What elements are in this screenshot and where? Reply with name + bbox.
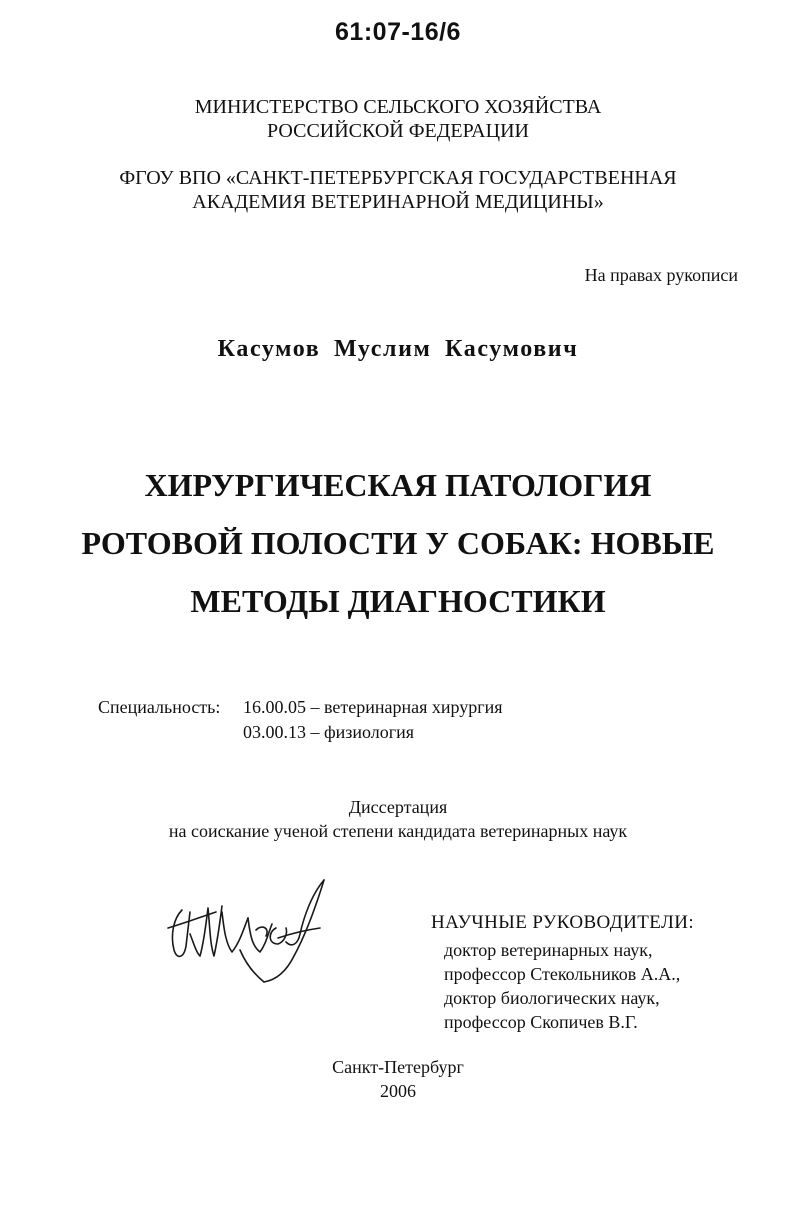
publication-year: 2006 [380, 1081, 416, 1101]
academy-name [0, 166, 796, 214]
title-line-2: РОТОВОЙ ПОЛОСТИ У СОБАК: НОВЫЕ [81, 525, 715, 561]
city-name: Санкт-Петербург [332, 1057, 464, 1077]
supervisor-line: доктор ветеринарных наук, [444, 940, 653, 960]
ministry-name [0, 95, 796, 143]
title-line-1: ХИРУРГИЧЕСКАЯ ПАТОЛОГИЯ [144, 467, 652, 503]
supervisor-line: доктор биологических наук, [444, 988, 660, 1008]
supervisors-heading: НАУЧНЫЕ РУКОВОДИТЕЛИ: [431, 912, 695, 933]
publication-place [0, 1055, 796, 1103]
thesis-title [0, 456, 796, 630]
rights-note: На правах рукописи [584, 265, 738, 285]
academy-line-1: ФГОУ ВПО «САНКТ-ПЕТЕРБУРГСКАЯ ГОСУДАРСТВЕННАЯ [119, 167, 677, 189]
academy-line-2: АКАДЕМИЯ ВЕТЕРИНАРНОЙ МЕДИЦИНЫ» [192, 191, 604, 213]
specialty-item: 03.00.13 – физиология [243, 722, 415, 742]
title-line-3: МЕТОДЫ ДИАГНОСТИКИ [190, 583, 606, 619]
signature [160, 872, 340, 992]
author-name: Касумов Муслим Касумович [217, 336, 579, 362]
dissertation-degree: на соискание ученой степени кандидата ветеринарных наук [168, 821, 628, 841]
dissertation-type: Диссертация [348, 797, 448, 817]
supervisor-line: профессор Стекольников А.А., [444, 964, 681, 984]
supervisor-line: профессор Скопичев В.Г. [444, 1012, 638, 1032]
specialty-item: 16.00.05 – ветеринарная хирургия [243, 697, 503, 717]
dissertation-statement [0, 795, 796, 843]
ministry-line-1: МИНИСТЕРСТВО СЕЛЬСКОГО ХОЗЯЙСТВА [194, 96, 602, 118]
catalog-number: 61:07-16/6 [335, 18, 461, 46]
specialty-label: Специальность: [98, 697, 221, 717]
supervisors-list [444, 938, 680, 1034]
ministry-line-2: РОССИЙСКОЙ ФЕДЕРАЦИИ [267, 120, 529, 142]
